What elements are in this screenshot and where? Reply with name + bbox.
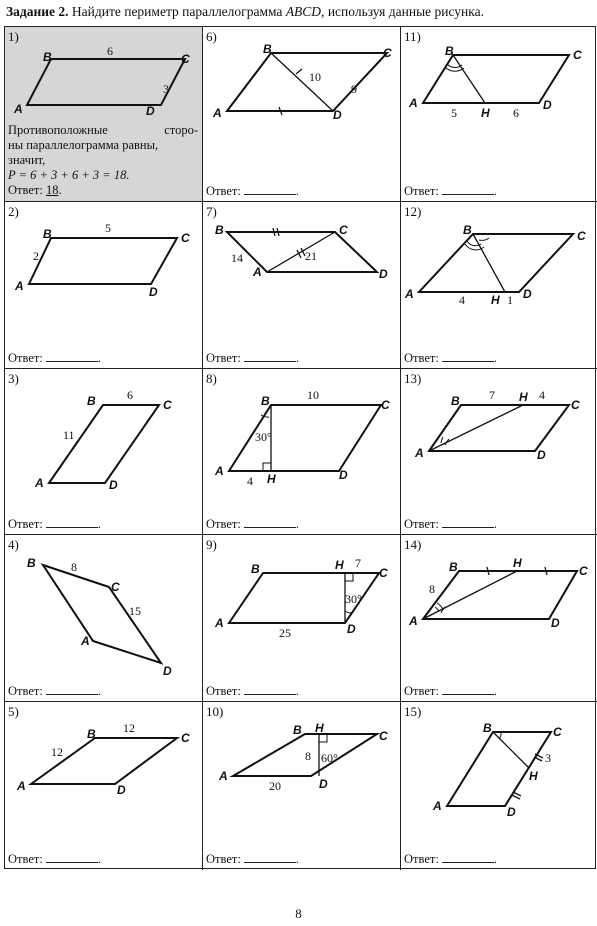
figure-9 bbox=[203, 535, 401, 675]
cell-number: 12) bbox=[404, 204, 422, 219]
segment-bh: 7 bbox=[489, 388, 495, 402]
cell-1-example bbox=[5, 27, 203, 202]
answer-blank[interactable] bbox=[46, 351, 98, 362]
vertex-d: D bbox=[163, 664, 172, 678]
vertex-d: D bbox=[319, 777, 328, 791]
example-answer-prefix: Ответ: bbox=[8, 183, 46, 197]
vertex-c: C bbox=[571, 398, 580, 412]
vertex-d: D bbox=[379, 267, 388, 281]
cell-10 bbox=[203, 702, 401, 870]
answer-line: Ответ: . bbox=[206, 517, 299, 531]
answer-blank[interactable] bbox=[46, 684, 98, 695]
vertex-d: D bbox=[551, 616, 560, 630]
cell-number: 4) bbox=[8, 537, 19, 552]
point-h: H bbox=[335, 558, 344, 572]
vertex-a: A bbox=[415, 446, 424, 460]
answer-label: Ответ: bbox=[404, 517, 439, 531]
task-number: Задание 2. bbox=[6, 4, 69, 19]
vertex-b: B bbox=[449, 560, 458, 574]
answer-label: Ответ: bbox=[206, 684, 241, 698]
cell-4 bbox=[5, 535, 203, 702]
answer-label: Ответ: bbox=[404, 852, 439, 866]
cell-11 bbox=[401, 27, 597, 202]
side-bottom: 25 bbox=[279, 626, 291, 640]
vertex-a: A bbox=[433, 799, 442, 813]
point-h: H bbox=[519, 390, 528, 404]
figure-8 bbox=[203, 369, 401, 509]
vertex-a: A bbox=[405, 287, 414, 301]
answer-blank[interactable] bbox=[244, 684, 296, 695]
answer-line: Ответ: . bbox=[404, 684, 497, 698]
point-h: H bbox=[513, 556, 522, 570]
vertex-a: A bbox=[253, 265, 262, 279]
side-right: 9 bbox=[351, 82, 357, 96]
example-answer-value: 18 bbox=[45, 183, 59, 197]
answer-label: Ответ: bbox=[8, 517, 43, 531]
figure-6 bbox=[203, 27, 401, 167]
cell-number: 10) bbox=[206, 704, 224, 719]
vertex-c: C bbox=[579, 564, 588, 578]
vertex-c: C bbox=[381, 398, 390, 412]
cell-12 bbox=[401, 202, 597, 369]
vertex-c: C bbox=[163, 398, 172, 412]
vertex-d: D bbox=[149, 285, 158, 299]
side-bc: 8 bbox=[71, 560, 77, 574]
answer-label: Ответ: bbox=[206, 517, 241, 531]
explanation-line: ны параллелограмма равны, bbox=[8, 138, 159, 152]
answer-line: Ответ: . bbox=[404, 852, 497, 866]
diagonal-length: 21 bbox=[305, 249, 317, 263]
segment-ah: 5 bbox=[451, 106, 457, 120]
angle-label: 60° bbox=[321, 751, 338, 765]
answer-line: Ответ: . bbox=[206, 684, 299, 698]
example-answer-suffix: . bbox=[58, 183, 62, 197]
answer-blank[interactable] bbox=[244, 852, 296, 863]
vertex-c: C bbox=[181, 231, 190, 245]
vertex-b: B bbox=[483, 721, 492, 735]
vertex-a: A bbox=[17, 779, 26, 793]
vertex-d: D bbox=[146, 104, 155, 118]
figure-12 bbox=[401, 202, 597, 342]
answer-blank[interactable] bbox=[244, 351, 296, 362]
point-h: H bbox=[315, 721, 324, 735]
vertex-c: C bbox=[111, 580, 120, 594]
vertex-a: A bbox=[219, 769, 228, 783]
explanation-line: значит, bbox=[8, 153, 46, 167]
answer-blank[interactable] bbox=[442, 184, 494, 195]
vertex-c: C bbox=[181, 731, 190, 745]
answer-blank[interactable] bbox=[244, 184, 296, 195]
figure-3 bbox=[5, 369, 203, 509]
vertex-b: B bbox=[263, 42, 272, 56]
vertex-a: A bbox=[15, 279, 24, 293]
side-left: 2 bbox=[33, 249, 39, 263]
answer-blank[interactable] bbox=[442, 852, 494, 863]
vertex-a: A bbox=[409, 96, 418, 110]
answer-blank[interactable] bbox=[442, 351, 494, 362]
side-right: 3 bbox=[163, 82, 169, 96]
side-top: 6 bbox=[107, 44, 113, 58]
figure-2 bbox=[5, 202, 203, 342]
cell-number: 7) bbox=[206, 204, 217, 219]
perimeter-formula: P = 6 + 3 + 6 + 3 = 18. bbox=[8, 168, 130, 182]
answer-blank[interactable] bbox=[46, 517, 98, 528]
side-left: 11 bbox=[63, 428, 75, 442]
vertex-d: D bbox=[347, 622, 356, 636]
answer-label: Ответ: bbox=[404, 184, 439, 198]
answer-line: Ответ: . bbox=[8, 852, 101, 866]
exercise-grid bbox=[4, 26, 596, 869]
point-h: H bbox=[481, 106, 490, 120]
figure-7 bbox=[203, 202, 401, 342]
cell-7 bbox=[203, 202, 401, 369]
cell-9 bbox=[203, 535, 401, 702]
vertex-d: D bbox=[507, 805, 516, 819]
side-ab: 8 bbox=[429, 582, 435, 596]
cell-14 bbox=[401, 535, 597, 702]
vertex-b: B bbox=[261, 394, 270, 408]
figure-14 bbox=[401, 535, 597, 675]
answer-label: Ответ: bbox=[404, 351, 439, 365]
cell-number: 3) bbox=[8, 371, 19, 386]
cell-number: 13) bbox=[404, 371, 422, 386]
vertex-b: B bbox=[43, 227, 52, 241]
answer-blank[interactable] bbox=[46, 852, 98, 863]
side-bottom: 20 bbox=[269, 779, 281, 793]
vertex-a: A bbox=[215, 616, 224, 630]
vertex-c: C bbox=[383, 46, 392, 60]
side-top: 6 bbox=[127, 388, 133, 402]
answer-line: Ответ: . bbox=[206, 184, 299, 198]
vertex-c: C bbox=[573, 48, 582, 62]
side-left: 14 bbox=[231, 251, 243, 265]
segment-hc: 7 bbox=[355, 556, 361, 570]
answer-label: Ответ: bbox=[206, 184, 241, 198]
cell-number: 15) bbox=[404, 704, 422, 719]
cell-number: 6) bbox=[206, 29, 217, 44]
vertex-b: B bbox=[27, 556, 36, 570]
vertex-c: C bbox=[181, 52, 190, 66]
answer-label: Ответ: bbox=[404, 684, 439, 698]
answer-line: Ответ: . bbox=[8, 517, 101, 531]
cell-number: 9) bbox=[206, 537, 217, 552]
cell-6 bbox=[203, 27, 401, 202]
task-figure-name: ABCD bbox=[285, 4, 322, 19]
side-top: 5 bbox=[105, 221, 111, 235]
point-h: H bbox=[267, 472, 276, 486]
segment-hd: 1 bbox=[507, 293, 513, 307]
segment-hc: 4 bbox=[539, 388, 545, 402]
vertex-c: C bbox=[339, 223, 348, 237]
cell-number: 11) bbox=[404, 29, 421, 44]
answer-line: Ответ: . bbox=[404, 184, 497, 198]
cell-15 bbox=[401, 702, 597, 870]
vertex-a: A bbox=[81, 634, 90, 648]
segment-ch: 3 bbox=[545, 751, 551, 765]
answer-line: Ответ: . bbox=[206, 351, 299, 365]
vertex-d: D bbox=[109, 478, 118, 492]
cell-2 bbox=[5, 202, 203, 369]
vertex-b: B bbox=[463, 223, 472, 237]
answer-label: Ответ: bbox=[206, 351, 241, 365]
cell-number: 5) bbox=[8, 704, 19, 719]
vertex-c: C bbox=[553, 725, 562, 739]
task-text-b: , используя данные рисунка. bbox=[321, 4, 484, 19]
angle-label: 30° bbox=[255, 430, 272, 444]
answer-line: Ответ: . bbox=[404, 517, 497, 531]
vertex-d: D bbox=[543, 98, 552, 112]
vertex-a: A bbox=[14, 102, 23, 116]
task-title bbox=[6, 4, 484, 20]
figure-11 bbox=[401, 27, 597, 167]
vertex-b: B bbox=[215, 223, 224, 237]
answer-line: Ответ: . bbox=[404, 351, 497, 365]
vertex-d: D bbox=[537, 448, 546, 462]
vertex-c: C bbox=[379, 566, 388, 580]
cell-number: 1) bbox=[8, 29, 19, 44]
angle-label: 30° bbox=[345, 592, 362, 606]
vertex-b: B bbox=[87, 394, 96, 408]
answer-label: Ответ: bbox=[206, 852, 241, 866]
vertex-c: C bbox=[379, 729, 388, 743]
answer-blank[interactable] bbox=[442, 517, 494, 528]
vertex-d: D bbox=[339, 468, 348, 482]
vertex-b: B bbox=[445, 44, 454, 58]
cell-13 bbox=[401, 369, 597, 535]
answer-line: Ответ: . bbox=[8, 351, 101, 365]
vertex-c: C bbox=[577, 229, 586, 243]
answer-label: Ответ: bbox=[8, 684, 43, 698]
point-h: H bbox=[491, 293, 500, 307]
figure-5 bbox=[5, 702, 203, 842]
vertex-a: A bbox=[35, 476, 44, 490]
vertex-b: B bbox=[87, 727, 96, 741]
cell-5 bbox=[5, 702, 203, 870]
diagonal-length: 10 bbox=[309, 70, 321, 84]
side-cd: 15 bbox=[129, 604, 141, 618]
segment-ah: 4 bbox=[459, 293, 465, 307]
vertex-d: D bbox=[117, 783, 126, 797]
cell-number: 8) bbox=[206, 371, 217, 386]
side-top: 12 bbox=[123, 721, 135, 735]
cell-8 bbox=[203, 369, 401, 535]
figure-1 bbox=[5, 27, 203, 127]
cell-number: 14) bbox=[404, 537, 422, 552]
vertex-b: B bbox=[43, 50, 52, 64]
answer-line: Ответ: . bbox=[206, 852, 299, 866]
answer-label: Ответ: bbox=[8, 852, 43, 866]
task-text-a: Найдите периметр параллелограмма bbox=[68, 4, 286, 19]
height-length: 8 bbox=[305, 749, 311, 763]
figure-15 bbox=[401, 702, 597, 842]
side-left: 12 bbox=[51, 745, 63, 759]
figure-10 bbox=[203, 702, 401, 842]
vertex-d: D bbox=[333, 108, 342, 122]
figure-13 bbox=[401, 369, 597, 509]
vertex-a: A bbox=[409, 614, 418, 628]
vertex-a: A bbox=[213, 106, 222, 120]
segment-ah: 4 bbox=[247, 474, 253, 488]
vertex-b: B bbox=[251, 562, 260, 576]
answer-label: Ответ: bbox=[8, 351, 43, 365]
example-explanation bbox=[8, 123, 198, 198]
page-number: 8 bbox=[295, 906, 302, 921]
cell-number: 2) bbox=[8, 204, 19, 219]
vertex-b: B bbox=[293, 723, 302, 737]
answer-blank[interactable] bbox=[244, 517, 296, 528]
segment-hd: 6 bbox=[513, 106, 519, 120]
side-top: 10 bbox=[307, 388, 319, 402]
cell-3 bbox=[5, 369, 203, 535]
vertex-a: A bbox=[215, 464, 224, 478]
point-h: H bbox=[529, 769, 538, 783]
explanation-line: Противоположные сторо- bbox=[8, 123, 198, 137]
vertex-b: B bbox=[451, 394, 460, 408]
answer-line: Ответ: . bbox=[8, 684, 101, 698]
vertex-d: D bbox=[523, 287, 532, 301]
figure-4 bbox=[5, 535, 203, 685]
answer-blank[interactable] bbox=[442, 684, 494, 695]
